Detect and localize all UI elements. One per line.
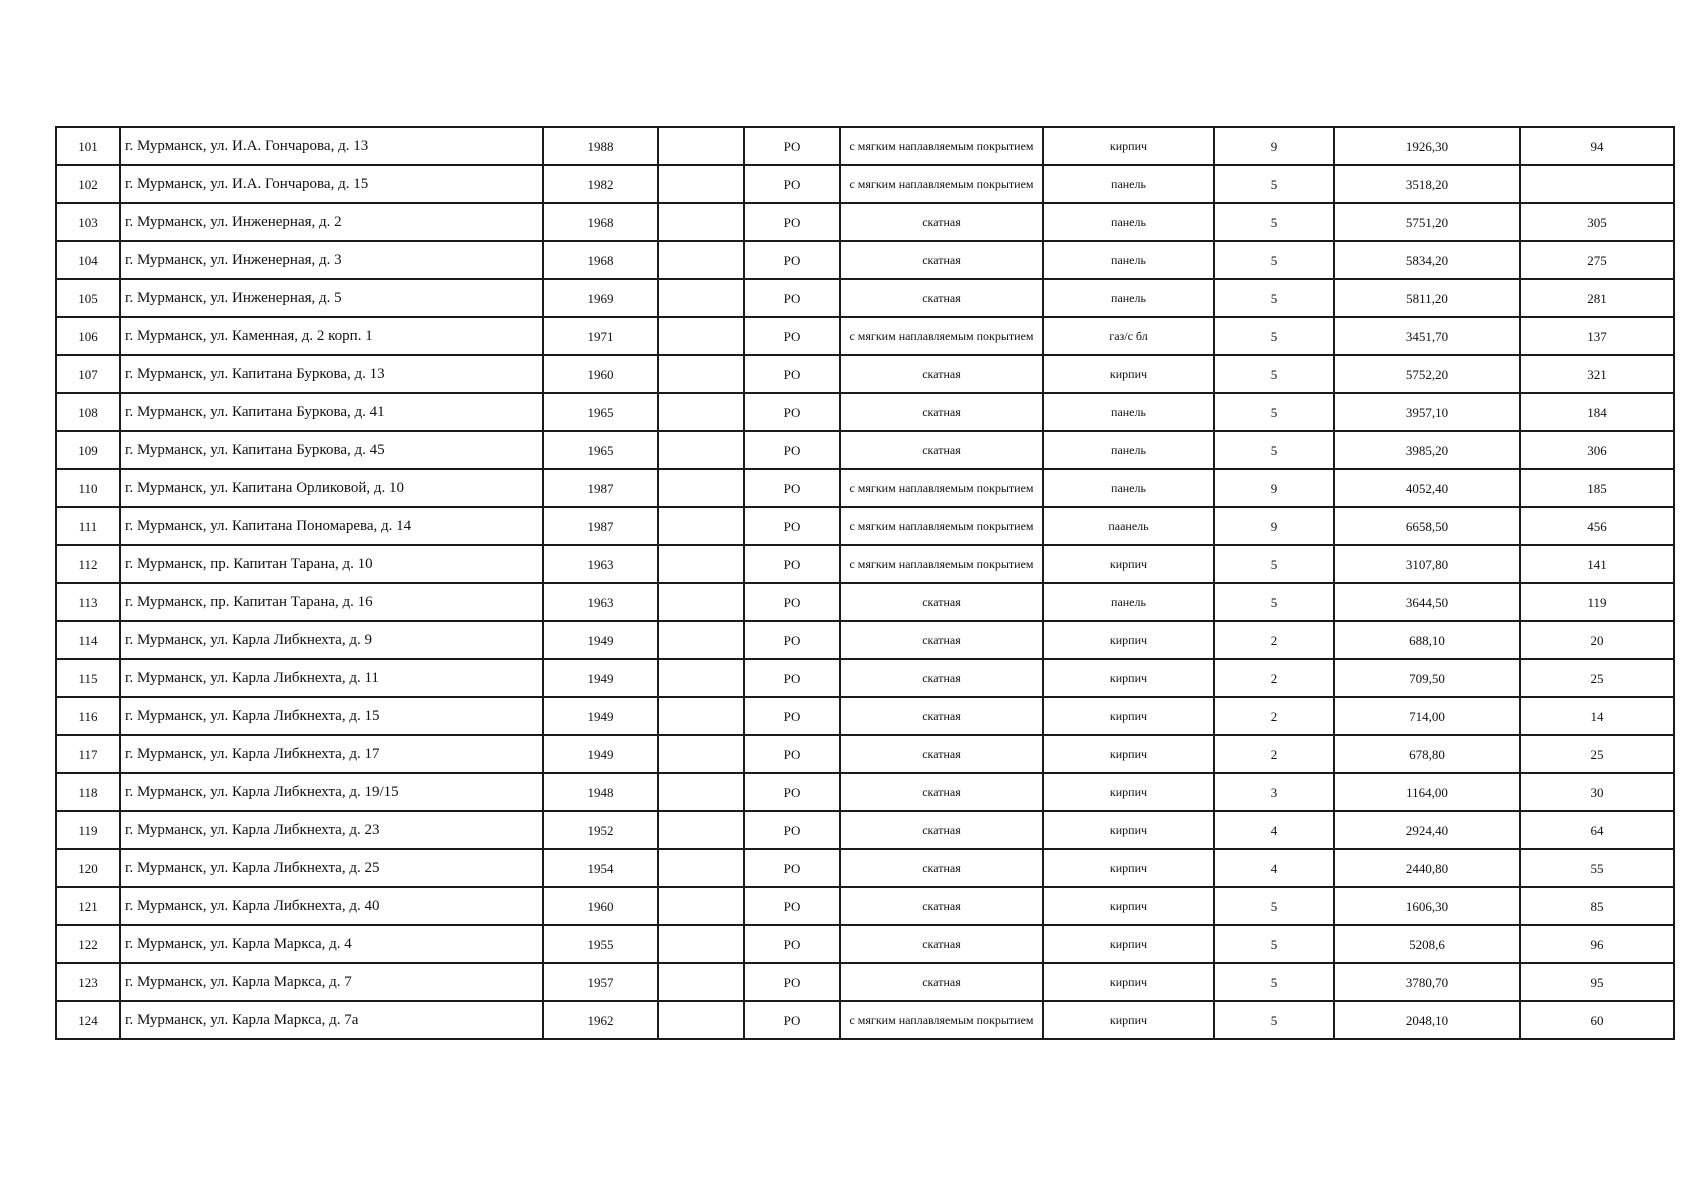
residents-cell: 306	[1520, 431, 1674, 469]
address-cell: г. Мурманск, пр. Капитан Тарана, д. 10	[120, 545, 543, 583]
year-cell: 1987	[543, 507, 658, 545]
table-row	[56, 697, 1674, 735]
floors-cell: 5	[1214, 203, 1334, 241]
table-row	[56, 203, 1674, 241]
year-cell: 1982	[543, 165, 658, 203]
area-cell: 5834,20	[1334, 241, 1520, 279]
wall-material-cell: панель	[1043, 203, 1214, 241]
address-cell: г. Мурманск, ул. Капитана Буркова, д. 13	[120, 355, 543, 393]
area-cell: 3957,10	[1334, 393, 1520, 431]
floors-cell: 5	[1214, 963, 1334, 1001]
org-code-cell: РО	[744, 507, 840, 545]
wall-material-cell: кирпич	[1043, 735, 1214, 773]
wall-material-cell: кирпич	[1043, 545, 1214, 583]
roof-type-cell: с мягким наплавляемым покрытием	[840, 317, 1043, 355]
floors-cell: 2	[1214, 621, 1334, 659]
address-cell: г. Мурманск, ул. Карла Либкнехта, д. 23	[120, 811, 543, 849]
table-row	[56, 773, 1674, 811]
address-cell: г. Мурманск, ул. Карла Маркса, д. 4	[120, 925, 543, 963]
year-cell: 1949	[543, 735, 658, 773]
area-cell: 678,80	[1334, 735, 1520, 773]
row-number-cell: 119	[56, 811, 120, 849]
address-cell: г. Мурманск, ул. Капитана Орликовой, д. 10	[120, 469, 543, 507]
roof-type-cell: скатная	[840, 811, 1043, 849]
roof-type-cell: скатная	[840, 735, 1043, 773]
area-cell: 714,00	[1334, 697, 1520, 735]
wall-material-cell: панель	[1043, 279, 1214, 317]
floors-cell: 9	[1214, 469, 1334, 507]
residents-cell: 305	[1520, 203, 1674, 241]
row-number-cell: 114	[56, 621, 120, 659]
wall-material-cell: кирпич	[1043, 1001, 1214, 1039]
year-cell: 1948	[543, 773, 658, 811]
floors-cell: 2	[1214, 735, 1334, 773]
area-cell: 6658,50	[1334, 507, 1520, 545]
row-number-cell: 117	[56, 735, 120, 773]
row-number-cell: 106	[56, 317, 120, 355]
year-cell: 1962	[543, 1001, 658, 1039]
residents-cell: 25	[1520, 659, 1674, 697]
roof-type-cell: скатная	[840, 659, 1043, 697]
area-cell: 5751,20	[1334, 203, 1520, 241]
empty-cell	[658, 583, 744, 621]
floors-cell: 5	[1214, 165, 1334, 203]
empty-cell	[658, 241, 744, 279]
row-number-cell: 105	[56, 279, 120, 317]
wall-material-cell: газ/с бл	[1043, 317, 1214, 355]
residents-cell: 119	[1520, 583, 1674, 621]
row-number-cell: 122	[56, 925, 120, 963]
floors-cell: 9	[1214, 507, 1334, 545]
table-row	[56, 355, 1674, 393]
row-number-cell: 116	[56, 697, 120, 735]
residents-cell: 281	[1520, 279, 1674, 317]
empty-cell	[658, 203, 744, 241]
address-cell: г. Мурманск, ул. Карла Либкнехта, д. 19/15	[120, 773, 543, 811]
residents-cell: 96	[1520, 925, 1674, 963]
wall-material-cell: кирпич	[1043, 127, 1214, 165]
address-cell: г. Мурманск, ул. Инженерная, д. 5	[120, 279, 543, 317]
residents-cell: 94	[1520, 127, 1674, 165]
year-cell: 1949	[543, 621, 658, 659]
row-number-cell: 110	[56, 469, 120, 507]
floors-cell: 5	[1214, 431, 1334, 469]
row-number-cell: 112	[56, 545, 120, 583]
roof-type-cell: скатная	[840, 849, 1043, 887]
floors-cell: 5	[1214, 393, 1334, 431]
area-cell: 3518,20	[1334, 165, 1520, 203]
org-code-cell: РО	[744, 887, 840, 925]
residents-cell: 85	[1520, 887, 1674, 925]
org-code-cell: РО	[744, 355, 840, 393]
year-cell: 1969	[543, 279, 658, 317]
roof-type-cell: с мягким наплавляемым покрытием	[840, 469, 1043, 507]
org-code-cell: РО	[744, 773, 840, 811]
residents-cell: 64	[1520, 811, 1674, 849]
address-cell: г. Мурманск, ул. Карла Либкнехта, д. 25	[120, 849, 543, 887]
org-code-cell: РО	[744, 925, 840, 963]
row-number-cell: 104	[56, 241, 120, 279]
roof-type-cell: скатная	[840, 393, 1043, 431]
org-code-cell: РО	[744, 1001, 840, 1039]
roof-type-cell: скатная	[840, 887, 1043, 925]
wall-material-cell: панель	[1043, 393, 1214, 431]
table-row	[56, 317, 1674, 355]
area-cell: 5811,20	[1334, 279, 1520, 317]
area-cell: 2440,80	[1334, 849, 1520, 887]
table-row	[56, 963, 1674, 1001]
area-cell: 3780,70	[1334, 963, 1520, 1001]
year-cell: 1957	[543, 963, 658, 1001]
residents-cell: 20	[1520, 621, 1674, 659]
empty-cell	[658, 925, 744, 963]
year-cell: 1968	[543, 241, 658, 279]
floors-cell: 5	[1214, 355, 1334, 393]
wall-material-cell: кирпич	[1043, 355, 1214, 393]
area-cell: 1926,30	[1334, 127, 1520, 165]
address-cell: г. Мурманск, пр. Капитан Тарана, д. 16	[120, 583, 543, 621]
table-row	[56, 241, 1674, 279]
empty-cell	[658, 317, 744, 355]
roof-type-cell: с мягким наплавляемым покрытием	[840, 507, 1043, 545]
wall-material-cell: кирпич	[1043, 849, 1214, 887]
area-cell: 5752,20	[1334, 355, 1520, 393]
table-row	[56, 127, 1674, 165]
residents-cell: 55	[1520, 849, 1674, 887]
empty-cell	[658, 659, 744, 697]
address-cell: г. Мурманск, ул. Каменная, д. 2 корп. 1	[120, 317, 543, 355]
wall-material-cell: панель	[1043, 165, 1214, 203]
area-cell: 1606,30	[1334, 887, 1520, 925]
address-cell: г. Мурманск, ул. Карла Либкнехта, д. 40	[120, 887, 543, 925]
row-number-cell: 111	[56, 507, 120, 545]
address-cell: г. Мурманск, ул. Капитана Пономарева, д. 14	[120, 507, 543, 545]
empty-cell	[658, 887, 744, 925]
roof-type-cell: скатная	[840, 203, 1043, 241]
year-cell: 1971	[543, 317, 658, 355]
address-cell: г. Мурманск, ул. Карла Маркса, д. 7	[120, 963, 543, 1001]
empty-cell	[658, 279, 744, 317]
floors-cell: 4	[1214, 811, 1334, 849]
table-row	[56, 393, 1674, 431]
org-code-cell: РО	[744, 849, 840, 887]
table-row	[56, 849, 1674, 887]
org-code-cell: РО	[744, 127, 840, 165]
floors-cell: 5	[1214, 279, 1334, 317]
residents-cell: 184	[1520, 393, 1674, 431]
row-number-cell: 121	[56, 887, 120, 925]
empty-cell	[658, 545, 744, 583]
year-cell: 1960	[543, 887, 658, 925]
address-cell: г. Мурманск, ул. Карла Либкнехта, д. 11	[120, 659, 543, 697]
floors-cell: 5	[1214, 1001, 1334, 1039]
roof-type-cell: скатная	[840, 355, 1043, 393]
wall-material-cell: панель	[1043, 431, 1214, 469]
address-cell: г. Мурманск, ул. И.А. Гончарова, д. 13	[120, 127, 543, 165]
roof-type-cell: скатная	[840, 241, 1043, 279]
roof-type-cell: с мягким наплавляемым покрытием	[840, 1001, 1043, 1039]
wall-material-cell: паанель	[1043, 507, 1214, 545]
residents-cell: 25	[1520, 735, 1674, 773]
residents-cell: 14	[1520, 697, 1674, 735]
floors-cell: 5	[1214, 317, 1334, 355]
floors-cell: 2	[1214, 659, 1334, 697]
row-number-cell: 102	[56, 165, 120, 203]
residents-cell: 185	[1520, 469, 1674, 507]
wall-material-cell: кирпич	[1043, 621, 1214, 659]
row-number-cell: 103	[56, 203, 120, 241]
residents-cell: 30	[1520, 773, 1674, 811]
empty-cell	[658, 697, 744, 735]
roof-type-cell: скатная	[840, 963, 1043, 1001]
residents-cell: 141	[1520, 545, 1674, 583]
row-number-cell: 109	[56, 431, 120, 469]
floors-cell: 5	[1214, 583, 1334, 621]
table-row	[56, 279, 1674, 317]
row-number-cell: 113	[56, 583, 120, 621]
wall-material-cell: кирпич	[1043, 811, 1214, 849]
table-row	[56, 583, 1674, 621]
empty-cell	[658, 165, 744, 203]
floors-cell: 5	[1214, 887, 1334, 925]
address-cell: г. Мурманск, ул. Капитана Буркова, д. 45	[120, 431, 543, 469]
wall-material-cell: кирпич	[1043, 925, 1214, 963]
empty-cell	[658, 735, 744, 773]
row-number-cell: 107	[56, 355, 120, 393]
org-code-cell: РО	[744, 279, 840, 317]
roof-type-cell: скатная	[840, 583, 1043, 621]
area-cell: 5208,6	[1334, 925, 1520, 963]
org-code-cell: РО	[744, 469, 840, 507]
year-cell: 1949	[543, 697, 658, 735]
floors-cell: 9	[1214, 127, 1334, 165]
row-number-cell: 118	[56, 773, 120, 811]
housing-registry-table	[55, 126, 1675, 1040]
row-number-cell: 124	[56, 1001, 120, 1039]
roof-type-cell: скатная	[840, 773, 1043, 811]
year-cell: 1968	[543, 203, 658, 241]
org-code-cell: РО	[744, 735, 840, 773]
org-code-cell: РО	[744, 203, 840, 241]
table-row	[56, 887, 1674, 925]
residents-cell: 95	[1520, 963, 1674, 1001]
address-cell: г. Мурманск, ул. Карла Либкнехта, д. 15	[120, 697, 543, 735]
org-code-cell: РО	[744, 697, 840, 735]
row-number-cell: 115	[56, 659, 120, 697]
floors-cell: 5	[1214, 925, 1334, 963]
empty-cell	[658, 621, 744, 659]
area-cell: 4052,40	[1334, 469, 1520, 507]
empty-cell	[658, 393, 744, 431]
wall-material-cell: кирпич	[1043, 773, 1214, 811]
empty-cell	[658, 507, 744, 545]
empty-cell	[658, 127, 744, 165]
address-cell: г. Мурманск, ул. Карла Маркса, д. 7а	[120, 1001, 543, 1039]
org-code-cell: РО	[744, 241, 840, 279]
year-cell: 1965	[543, 431, 658, 469]
table-row	[56, 925, 1674, 963]
empty-cell	[658, 811, 744, 849]
address-cell: г. Мурманск, ул. Инженерная, д. 3	[120, 241, 543, 279]
wall-material-cell: панель	[1043, 241, 1214, 279]
address-cell: г. Мурманск, ул. И.А. Гончарова, д. 15	[120, 165, 543, 203]
area-cell: 3985,20	[1334, 431, 1520, 469]
table-body	[56, 127, 1674, 1039]
year-cell: 1955	[543, 925, 658, 963]
roof-type-cell: скатная	[840, 697, 1043, 735]
wall-material-cell: панель	[1043, 583, 1214, 621]
area-cell: 2924,40	[1334, 811, 1520, 849]
year-cell: 1954	[543, 849, 658, 887]
table-row	[56, 545, 1674, 583]
floors-cell: 5	[1214, 545, 1334, 583]
year-cell: 1987	[543, 469, 658, 507]
wall-material-cell: панель	[1043, 469, 1214, 507]
residents-cell: 321	[1520, 355, 1674, 393]
table-row	[56, 469, 1674, 507]
residents-cell: 275	[1520, 241, 1674, 279]
roof-type-cell: скатная	[840, 925, 1043, 963]
address-cell: г. Мурманск, ул. Капитана Буркова, д. 41	[120, 393, 543, 431]
roof-type-cell: с мягким наплавляемым покрытием	[840, 127, 1043, 165]
table-row	[56, 811, 1674, 849]
empty-cell	[658, 1001, 744, 1039]
year-cell: 1952	[543, 811, 658, 849]
floors-cell: 4	[1214, 849, 1334, 887]
roof-type-cell: с мягким наплавляемым покрытием	[840, 165, 1043, 203]
roof-type-cell: скатная	[840, 279, 1043, 317]
row-number-cell: 108	[56, 393, 120, 431]
year-cell: 1949	[543, 659, 658, 697]
wall-material-cell: кирпич	[1043, 887, 1214, 925]
residents-cell: 137	[1520, 317, 1674, 355]
area-cell: 3107,80	[1334, 545, 1520, 583]
table-row	[56, 165, 1674, 203]
year-cell: 1963	[543, 583, 658, 621]
area-cell: 1164,00	[1334, 773, 1520, 811]
residents-cell	[1520, 165, 1674, 203]
residents-cell: 456	[1520, 507, 1674, 545]
row-number-cell: 101	[56, 127, 120, 165]
org-code-cell: РО	[744, 317, 840, 355]
empty-cell	[658, 469, 744, 507]
area-cell: 2048,10	[1334, 1001, 1520, 1039]
address-cell: г. Мурманск, ул. Карла Либкнехта, д. 9	[120, 621, 543, 659]
table-row	[56, 1001, 1674, 1039]
empty-cell	[658, 849, 744, 887]
floors-cell: 3	[1214, 773, 1334, 811]
org-code-cell: РО	[744, 583, 840, 621]
roof-type-cell: скатная	[840, 621, 1043, 659]
row-number-cell: 120	[56, 849, 120, 887]
empty-cell	[658, 355, 744, 393]
wall-material-cell: кирпич	[1043, 697, 1214, 735]
empty-cell	[658, 773, 744, 811]
org-code-cell: РО	[744, 165, 840, 203]
area-cell: 3644,50	[1334, 583, 1520, 621]
table-row	[56, 431, 1674, 469]
area-cell: 688,10	[1334, 621, 1520, 659]
table-row	[56, 507, 1674, 545]
org-code-cell: РО	[744, 621, 840, 659]
roof-type-cell: скатная	[840, 431, 1043, 469]
floors-cell: 5	[1214, 241, 1334, 279]
org-code-cell: РО	[744, 811, 840, 849]
roof-type-cell: с мягким наплавляемым покрытием	[840, 545, 1043, 583]
row-number-cell: 123	[56, 963, 120, 1001]
address-cell: г. Мурманск, ул. Карла Либкнехта, д. 17	[120, 735, 543, 773]
year-cell: 1965	[543, 393, 658, 431]
table-row	[56, 659, 1674, 697]
area-cell: 3451,70	[1334, 317, 1520, 355]
empty-cell	[658, 963, 744, 1001]
org-code-cell: РО	[744, 431, 840, 469]
year-cell: 1963	[543, 545, 658, 583]
org-code-cell: РО	[744, 545, 840, 583]
wall-material-cell: кирпич	[1043, 659, 1214, 697]
year-cell: 1960	[543, 355, 658, 393]
org-code-cell: РО	[744, 393, 840, 431]
table-row	[56, 621, 1674, 659]
wall-material-cell: кирпич	[1043, 963, 1214, 1001]
floors-cell: 2	[1214, 697, 1334, 735]
empty-cell	[658, 431, 744, 469]
org-code-cell: РО	[744, 963, 840, 1001]
org-code-cell: РО	[744, 659, 840, 697]
residents-cell: 60	[1520, 1001, 1674, 1039]
area-cell: 709,50	[1334, 659, 1520, 697]
year-cell: 1988	[543, 127, 658, 165]
address-cell: г. Мурманск, ул. Инженерная, д. 2	[120, 203, 543, 241]
table-row	[56, 735, 1674, 773]
